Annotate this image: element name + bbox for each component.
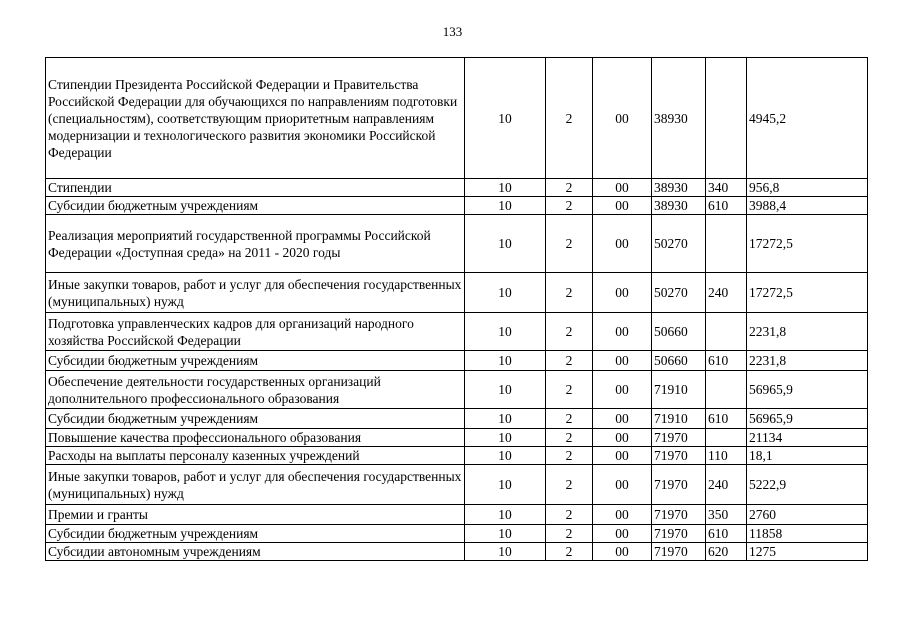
- row-amount: 11858: [747, 525, 868, 543]
- row-section: 10: [465, 179, 546, 197]
- row-section: 10: [465, 351, 546, 371]
- row-target-program: 00: [593, 179, 652, 197]
- row-subsection: 2: [546, 351, 593, 371]
- row-amount: 956,8: [747, 179, 868, 197]
- row-amount: 2231,8: [747, 313, 868, 351]
- row-amount: 2760: [747, 505, 868, 525]
- row-name: Премии и гранты: [46, 505, 465, 525]
- row-expense-type: 610: [706, 351, 747, 371]
- row-target-code: 50270: [652, 215, 706, 273]
- row-section: 10: [465, 543, 546, 561]
- row-expense-type: 610: [706, 525, 747, 543]
- row-section: 10: [465, 447, 546, 465]
- row-expense-type: [706, 215, 747, 273]
- row-expense-type: 610: [706, 409, 747, 429]
- row-subsection: 2: [546, 505, 593, 525]
- row-expense-type: 110: [706, 447, 747, 465]
- row-subsection: 2: [546, 371, 593, 409]
- row-target-code: 71970: [652, 543, 706, 561]
- row-name: Субсидии бюджетным учреждениям: [46, 197, 465, 215]
- row-expense-type: 240: [706, 465, 747, 505]
- row-expense-type: [706, 58, 747, 179]
- row-target-program: 00: [593, 429, 652, 447]
- row-section: 10: [465, 429, 546, 447]
- row-target-program: 00: [593, 465, 652, 505]
- row-expense-type: 340: [706, 179, 747, 197]
- row-target-code: 50660: [652, 351, 706, 371]
- row-subsection: 2: [546, 179, 593, 197]
- row-target-code: 71970: [652, 525, 706, 543]
- row-name: Подготовка управленческих кадров для организаций народного хозяйства Российской Федерации: [46, 313, 465, 351]
- row-expense-type: [706, 313, 747, 351]
- row-name: Расходы на выплаты персоналу казенных учреждений: [46, 447, 465, 465]
- row-section: 10: [465, 313, 546, 351]
- table-row: [46, 409, 868, 429]
- row-target-program: 00: [593, 58, 652, 179]
- row-amount: 1275: [747, 543, 868, 561]
- row-amount: 2231,8: [747, 351, 868, 371]
- table-row: [46, 179, 868, 197]
- table-row: [46, 371, 868, 409]
- row-subsection: 2: [546, 409, 593, 429]
- row-amount: 21134: [747, 429, 868, 447]
- row-name: Стипендии Президента Российской Федерации и Правительства Российской Федерации для обучающихся по направлениям подготовки (специальностям), соответствующим приоритетным направлениям модернизации и технологического развития экономики Российской Федерации: [46, 58, 465, 179]
- row-amount: 18,1: [747, 447, 868, 465]
- row-name: Обеспечение деятельности государственных организаций дополнительного профессионального образования: [46, 371, 465, 409]
- row-section: 10: [465, 58, 546, 179]
- row-target-program: 00: [593, 525, 652, 543]
- table-row: [46, 313, 868, 351]
- row-section: 10: [465, 273, 546, 313]
- row-subsection: 2: [546, 447, 593, 465]
- row-name: Субсидии бюджетным учреждениям: [46, 351, 465, 371]
- row-subsection: 2: [546, 429, 593, 447]
- row-subsection: 2: [546, 465, 593, 505]
- table-row: [46, 215, 868, 273]
- row-subsection: 2: [546, 58, 593, 179]
- row-target-program: 00: [593, 409, 652, 429]
- row-name: Повышение качества профессионального образования: [46, 429, 465, 447]
- table-row: [46, 543, 868, 561]
- row-name: Стипендии: [46, 179, 465, 197]
- row-section: 10: [465, 215, 546, 273]
- row-subsection: 2: [546, 215, 593, 273]
- row-target-program: 00: [593, 351, 652, 371]
- row-target-code: 71910: [652, 409, 706, 429]
- row-target-code: 38930: [652, 58, 706, 179]
- row-amount: 3988,4: [747, 197, 868, 215]
- row-target-program: 00: [593, 543, 652, 561]
- row-section: 10: [465, 525, 546, 543]
- row-name: Субсидии автономным учреждениям: [46, 543, 465, 561]
- row-target-program: 00: [593, 215, 652, 273]
- row-name: Иные закупки товаров, работ и услуг для обеспечения государственных (муниципальных) нужд: [46, 273, 465, 313]
- row-section: 10: [465, 505, 546, 525]
- row-subsection: 2: [546, 313, 593, 351]
- row-target-program: 00: [593, 505, 652, 525]
- row-expense-type: 610: [706, 197, 747, 215]
- row-target-code: 50270: [652, 273, 706, 313]
- row-section: 10: [465, 409, 546, 429]
- budget-table-body: [46, 58, 868, 561]
- row-section: 10: [465, 371, 546, 409]
- row-subsection: 2: [546, 543, 593, 561]
- row-target-program: 00: [593, 273, 652, 313]
- row-target-code: 71970: [652, 447, 706, 465]
- table-row: [46, 465, 868, 505]
- row-amount: 56965,9: [747, 409, 868, 429]
- row-target-code: 50660: [652, 313, 706, 351]
- row-expense-type: 350: [706, 505, 747, 525]
- table-row: [46, 58, 868, 179]
- table-row: [46, 429, 868, 447]
- row-amount: 5222,9: [747, 465, 868, 505]
- row-target-code: 71970: [652, 505, 706, 525]
- row-expense-type: 240: [706, 273, 747, 313]
- row-name: Субсидии бюджетным учреждениям: [46, 525, 465, 543]
- row-amount: 17272,5: [747, 273, 868, 313]
- row-target-code: 38930: [652, 197, 706, 215]
- row-subsection: 2: [546, 525, 593, 543]
- table-row: [46, 273, 868, 313]
- page-number: 133: [442, 24, 463, 39]
- table-row: [46, 351, 868, 371]
- row-target-code: 71910: [652, 371, 706, 409]
- row-name: Иные закупки товаров, работ и услуг для обеспечения государственных (муниципальных) нужд: [46, 465, 465, 505]
- table-row: [46, 505, 868, 525]
- row-section: 10: [465, 197, 546, 215]
- row-amount: 17272,5: [747, 215, 868, 273]
- row-amount: 56965,9: [747, 371, 868, 409]
- row-target-program: 00: [593, 313, 652, 351]
- table-row: [46, 447, 868, 465]
- row-target-program: 00: [593, 371, 652, 409]
- row-target-code: 71970: [652, 429, 706, 447]
- row-expense-type: [706, 371, 747, 409]
- table-row: [46, 525, 868, 543]
- table-row: [46, 197, 868, 215]
- row-amount: 4945,2: [747, 58, 868, 179]
- row-name: Реализация мероприятий государственной программы Российской Федерации «Доступная среда» на 2011 - 2020 годы: [46, 215, 465, 273]
- row-subsection: 2: [546, 197, 593, 215]
- row-section: 10: [465, 465, 546, 505]
- row-subsection: 2: [546, 273, 593, 313]
- row-target-program: 00: [593, 447, 652, 465]
- row-target-code: 38930: [652, 179, 706, 197]
- row-target-code: 71970: [652, 465, 706, 505]
- row-expense-type: [706, 429, 747, 447]
- row-expense-type: 620: [706, 543, 747, 561]
- row-target-program: 00: [593, 197, 652, 215]
- row-name: Субсидии бюджетным учреждениям: [46, 409, 465, 429]
- budget-table: [45, 57, 868, 561]
